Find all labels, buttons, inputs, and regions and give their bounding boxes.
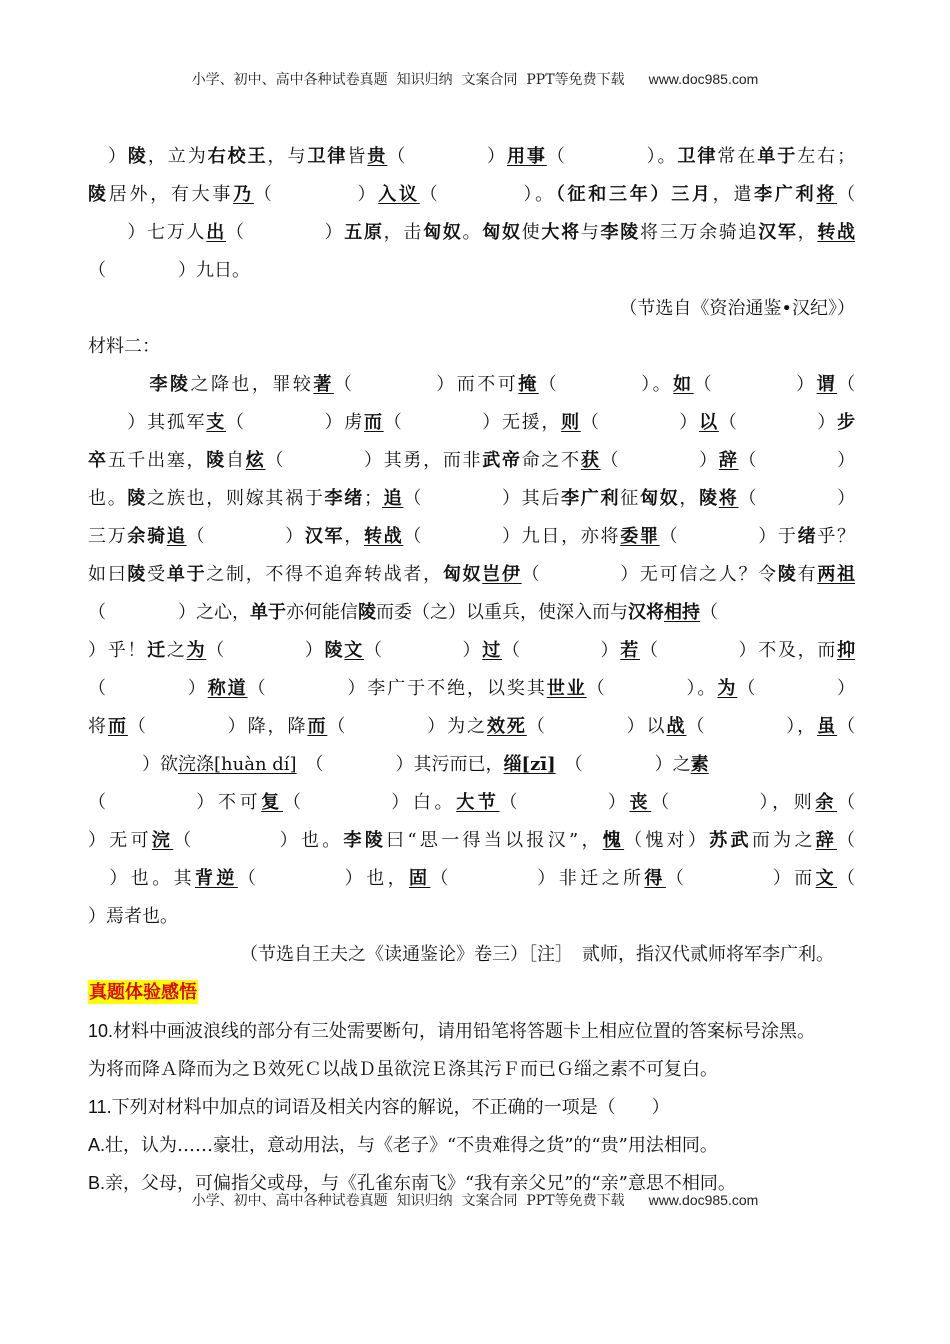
text-segment: （ ）于: [659, 526, 798, 547]
text-segment: （ ）: [600, 450, 719, 471]
proper-name: 陵: [127, 146, 148, 167]
question: [88, 1012, 855, 1050]
annotated-word: 而: [307, 716, 328, 737]
page-header: [0, 69, 950, 89]
proper-name: 陵: [777, 564, 798, 585]
annotated-word: 而: [363, 412, 384, 433]
annotated-word: 效死: [486, 716, 527, 737]
annotated-word: 将: [718, 488, 739, 509]
text-segment: （: [837, 868, 856, 889]
proper-name: 汉军: [304, 526, 345, 547]
text-segment: 皆: [347, 146, 368, 167]
question-number: B.: [88, 1173, 106, 1193]
text-segment: 受: [147, 564, 167, 585]
text-segment: ）乎！: [88, 640, 148, 661]
text-segment: （ ）之: [555, 754, 691, 775]
text-segment: （ ）其后: [403, 488, 562, 509]
annotated-word: 掩: [518, 374, 539, 395]
proper-name: 陵: [699, 488, 719, 509]
proper-name: 陵: [206, 450, 226, 471]
header-text: 小学、初中、高中各种试卷真题 知识归纳 文案合同 PPT等免费下载: [191, 72, 625, 88]
text-segment: ，立为: [147, 146, 208, 167]
annotated-word: 追: [166, 526, 187, 547]
proper-name: 武帝: [482, 450, 522, 471]
annotated-word: 浣: [151, 830, 174, 851]
question-number: A.: [88, 1135, 106, 1155]
text-segment: （ ）: [693, 374, 817, 395]
text-segment: （ ）: [364, 640, 483, 661]
text-segment: （ ），: [686, 716, 818, 737]
proper-name: 迁: [147, 640, 167, 661]
source-citation: [88, 936, 855, 974]
source-citation: [88, 290, 855, 328]
text-segment: ，遣: [712, 184, 755, 205]
text-segment: ）: [88, 146, 128, 167]
text-segment: 与: [580, 222, 601, 243]
text-segment: （: [837, 792, 856, 813]
proper-name: 卒: [88, 450, 108, 471]
text-segment: 乎？: [817, 526, 856, 547]
text-segment: 居外，有大事: [108, 184, 234, 205]
text-segment: （ ）不及，而: [639, 640, 838, 661]
text-segment: ，与: [267, 146, 308, 167]
text-segment: （: [837, 716, 856, 737]
question-passage: [88, 1050, 855, 1088]
annotated-word: 战: [666, 716, 687, 737]
text-segment: 之族也，则嫁其祸于: [147, 488, 325, 509]
annotated-word: 入议: [378, 184, 420, 205]
text-segment: 自: [226, 450, 246, 471]
proper-name: 李广利: [561, 488, 621, 509]
text-segment: （: [837, 830, 856, 851]
proper-name: 绪: [797, 526, 818, 547]
text-segment: （ ）之心，: [88, 602, 250, 623]
annotated-word: 将: [816, 184, 838, 205]
annotated-word: 文: [815, 868, 838, 889]
text-segment: 命之不: [521, 450, 581, 471]
text-segment: ）焉者也。: [88, 906, 178, 927]
annotated-word: 贵: [367, 146, 388, 167]
text-segment: （ ）: [737, 678, 856, 699]
text-segment: （ ）不可: [88, 792, 262, 813]
text-segment: ；: [363, 488, 382, 509]
text-segment: （ ）。: [586, 678, 718, 699]
annotated-word: 素: [690, 754, 709, 775]
text-segment: （ ）九日。: [88, 260, 250, 281]
question-text: 亲，父母，可偏指父或母，与《孔雀东南飞》“我有亲父兄”的“亲”意思不相同。: [105, 1173, 736, 1194]
text-segment: 使: [521, 222, 542, 243]
proper-name: 卫律: [677, 146, 718, 167]
annotated-word: 出: [206, 222, 226, 243]
annotated-word: 辞: [718, 450, 739, 471]
annotated-word: 为: [186, 640, 207, 661]
document-body: [88, 138, 855, 1202]
annotated-word: 辞: [815, 830, 838, 851]
footer-url[interactable]: www.doc985.com: [648, 1192, 759, 1208]
proper-name: 陵: [358, 602, 376, 623]
text-line: [88, 822, 855, 860]
proper-name: 单于: [250, 602, 286, 623]
question: [88, 1088, 855, 1126]
text-segment: （ ）: [501, 640, 621, 661]
annotated-word: 为: [717, 678, 738, 699]
question-number: 10.: [88, 1021, 114, 1041]
text-segment: （ ）而不可: [333, 374, 519, 395]
text-segment: 亦何能信: [286, 602, 358, 623]
annotated-word: 炫: [245, 450, 266, 471]
proper-name: 匈奴: [482, 222, 522, 243]
text-line: [88, 366, 855, 404]
annotated-word: 大节: [456, 792, 500, 813]
text-segment: ）无可: [88, 830, 152, 851]
text-segment: （ ）: [88, 678, 208, 699]
section-heading-row: [88, 974, 855, 1012]
text-line: [88, 594, 855, 632]
proper-name: 匈奴: [639, 488, 680, 509]
annotated-word: 著: [313, 374, 334, 395]
proper-name: 大将: [541, 222, 581, 243]
text-segment: （节选自《资治通鉴•汉纪》）: [619, 298, 855, 319]
text-segment: ）其孤军: [88, 412, 207, 433]
text-segment: （ ）白。: [282, 792, 457, 813]
material-label: [88, 328, 855, 366]
text-segment: （ ）降，降: [127, 716, 308, 737]
text-segment: （ ）。: [419, 184, 556, 205]
text-segment: （ ）: [580, 412, 700, 433]
text-segment: （ ）: [186, 526, 305, 547]
proper-name: 李广利: [754, 184, 817, 205]
annotated-word: 浣涤[huàn dí]: [178, 754, 297, 775]
text-segment: ）欲: [88, 754, 178, 775]
proper-name: 李陵: [343, 830, 387, 851]
proper-name: （征和三年）三月: [555, 184, 713, 205]
proper-name: 单于: [166, 564, 207, 585]
proper-name: 汉将: [628, 602, 664, 623]
annotated-word: 转战: [817, 222, 856, 243]
proper-name: 余骑: [127, 526, 167, 547]
text-segment: （ ）李广于不绝，以奖其: [247, 678, 547, 699]
annotated-word: 乃: [233, 184, 254, 205]
annotated-word: 称道: [207, 678, 248, 699]
proper-name: 卫律: [307, 146, 348, 167]
annotated-word: 两祖: [817, 564, 856, 585]
text-segment: （ ）: [253, 184, 379, 205]
annotated-word: 余: [815, 792, 838, 813]
text-segment: 将: [88, 716, 108, 737]
text-segment: 将三万余骑追: [639, 222, 759, 243]
footer-text: 小学、初中、高中各种试卷真题 知识归纳 文案合同 PPT等免费下载: [191, 1193, 625, 1209]
annotated-word: 追: [381, 488, 404, 509]
text-segment: （ ）其污而已，: [296, 754, 504, 775]
text-segment: 之制，不得不追奔转战者，: [206, 564, 443, 585]
text-segment: 常在: [717, 146, 758, 167]
proper-name: 苏武: [709, 830, 752, 851]
text-segment: 而为之: [751, 830, 816, 851]
proper-name: 陵: [324, 640, 345, 661]
text-line: [88, 442, 855, 480]
annotated-word: 若: [620, 640, 640, 661]
annotated-word: 缁[zī]: [503, 754, 556, 775]
text-segment: 如曰: [88, 564, 128, 585]
proper-name: 陵: [127, 564, 148, 585]
text-segment: ，: [679, 488, 700, 509]
text-segment: （ ）。: [538, 374, 674, 395]
text-segment: （ ）为之: [327, 716, 487, 737]
text-line: [88, 632, 855, 670]
annotated-word: 委罪: [620, 526, 660, 547]
text-segment: （愧对）: [624, 830, 710, 851]
question-text: 为将而降Ａ降而为之Ｂ效死Ｃ以战Ｄ虽欲浣Ｅ涤其污Ｆ而已Ｇ缁之素不可复白。: [88, 1059, 718, 1080]
text-line: [88, 404, 855, 442]
proper-name: 汉军: [758, 222, 798, 243]
text-segment: （ ）也，: [237, 868, 410, 889]
text-segment: ）七万人: [88, 222, 207, 243]
page-footer: [0, 1190, 950, 1210]
text-segment: （ ）九日，亦将: [403, 526, 621, 547]
text-segment: 之: [166, 640, 187, 661]
text-segment: （ ）而: [665, 868, 816, 889]
text-segment: （ ），则: [651, 792, 816, 813]
text-segment: 五千出塞，: [107, 450, 207, 471]
annotated-word: 转战: [363, 526, 404, 547]
text-segment: ，击: [383, 222, 424, 243]
proper-name: 李绪: [324, 488, 364, 509]
text-segment: （ ）。: [546, 146, 678, 167]
text-segment: 。: [462, 222, 483, 243]
annotated-word: 以: [699, 412, 719, 433]
text-line: [88, 214, 855, 252]
text-line: [88, 670, 855, 708]
text-segment: 而委（之）以重兵，使深入而与: [376, 602, 628, 623]
text-segment: （ ）以: [526, 716, 667, 737]
proper-name: 陵: [88, 184, 109, 205]
text-segment: （节选自王夫之《读通鉴论》卷三）［注］ 贰师，指汉代贰师将军李广利。: [240, 944, 834, 965]
annotated-word: 而: [107, 716, 128, 737]
annotated-word: 文: [344, 640, 364, 661]
proper-name: 右校王: [207, 146, 268, 167]
text-segment: （ ）无可信之人？令: [521, 564, 778, 585]
proper-name: 步: [837, 412, 856, 433]
text-segment: （ ）: [387, 146, 507, 167]
proper-name: 五原: [344, 222, 384, 243]
text-line: [88, 898, 855, 936]
text-segment: （: [837, 184, 856, 205]
text-segment: 也。: [88, 488, 128, 509]
annotated-word: 抑: [837, 640, 856, 661]
text-segment: 左右；: [797, 146, 856, 167]
text-line: [88, 518, 855, 556]
text-segment: ，: [797, 222, 818, 243]
text-segment: 有: [797, 564, 818, 585]
proper-name: 李陵: [600, 222, 640, 243]
text-segment: （ ）: [738, 488, 856, 509]
text-segment: （ ）: [499, 792, 630, 813]
text-segment: （ ）虏: [225, 412, 364, 433]
annotated-word: 过: [482, 640, 502, 661]
text-segment: （ ）: [738, 450, 856, 471]
text-segment: （ ）其勇，而非: [265, 450, 483, 471]
proper-name: 匈奴: [423, 222, 463, 243]
text-line: [88, 480, 855, 518]
text-line: [88, 784, 855, 822]
annotated-word: 背逆: [195, 868, 238, 889]
annotated-word: 岂伊: [482, 564, 522, 585]
text-line: [88, 252, 855, 290]
header-url[interactable]: www.doc985.com: [648, 71, 759, 87]
annotated-word: 愧: [602, 830, 625, 851]
text-segment: （: [700, 602, 718, 623]
question-text: 材料中画波浪线的部分有三处需要断句，请用铅笔将答题卡上相应位置的答案标号涂黑。: [113, 1021, 816, 1042]
text-line: [88, 708, 855, 746]
annotated-word: 复: [261, 792, 283, 813]
answer-option[interactable]: [88, 1126, 855, 1164]
proper-name: 单于: [757, 146, 798, 167]
annotated-word: 如: [673, 374, 694, 395]
proper-name: 李陵: [149, 374, 191, 395]
text-segment: （: [837, 374, 856, 395]
text-line: [88, 746, 855, 784]
section-heading: 真题体验感悟: [89, 982, 197, 1002]
text-segment: [88, 374, 149, 395]
question-number: 11.: [88, 1097, 112, 1117]
question-text: 下列对材料中加点的词语及相关内容的解说，不正确的一项是（ ）: [111, 1097, 670, 1118]
text-line: [88, 138, 855, 176]
text-segment: ，: [344, 526, 364, 547]
text-segment: （ ）非迁之所: [430, 868, 645, 889]
annotated-word: 固: [409, 868, 431, 889]
annotated-word: 支: [206, 412, 226, 433]
annotated-word: 世业: [546, 678, 587, 699]
annotated-word: 相持: [664, 602, 700, 623]
annotated-word: 获: [580, 450, 601, 471]
annotated-word: 丧: [629, 792, 652, 813]
question-text: 壮，认为……豪壮，意动用法，与《老子》“不贵难得之货”的“贵”用法相同。: [105, 1135, 718, 1156]
text-segment: （ ）无援，: [383, 412, 562, 433]
annotated-word: 用事: [506, 146, 547, 167]
text-segment: （ ）: [718, 412, 838, 433]
proper-name: 匈奴: [442, 564, 483, 585]
text-segment: 征: [620, 488, 640, 509]
text-segment: （ ）: [206, 640, 325, 661]
text-segment: （ ）: [225, 222, 345, 243]
text-segment: 之降也，罪较: [190, 374, 314, 395]
text-line: [88, 556, 855, 594]
annotated-word: 则: [561, 412, 581, 433]
text-segment: 三万: [88, 526, 128, 547]
text-line: [88, 860, 855, 898]
text-line: [88, 176, 855, 214]
text-segment: （ ）也。: [173, 830, 344, 851]
annotated-word: 得: [644, 868, 666, 889]
text-segment: 材料二：: [88, 336, 160, 357]
proper-name: 陵: [127, 488, 148, 509]
text-segment: ）也。其: [88, 868, 195, 889]
annotated-word: 谓: [816, 374, 838, 395]
annotated-word: 虽: [817, 716, 838, 737]
text-segment: 曰“思一得当以报汉”，: [386, 830, 603, 851]
